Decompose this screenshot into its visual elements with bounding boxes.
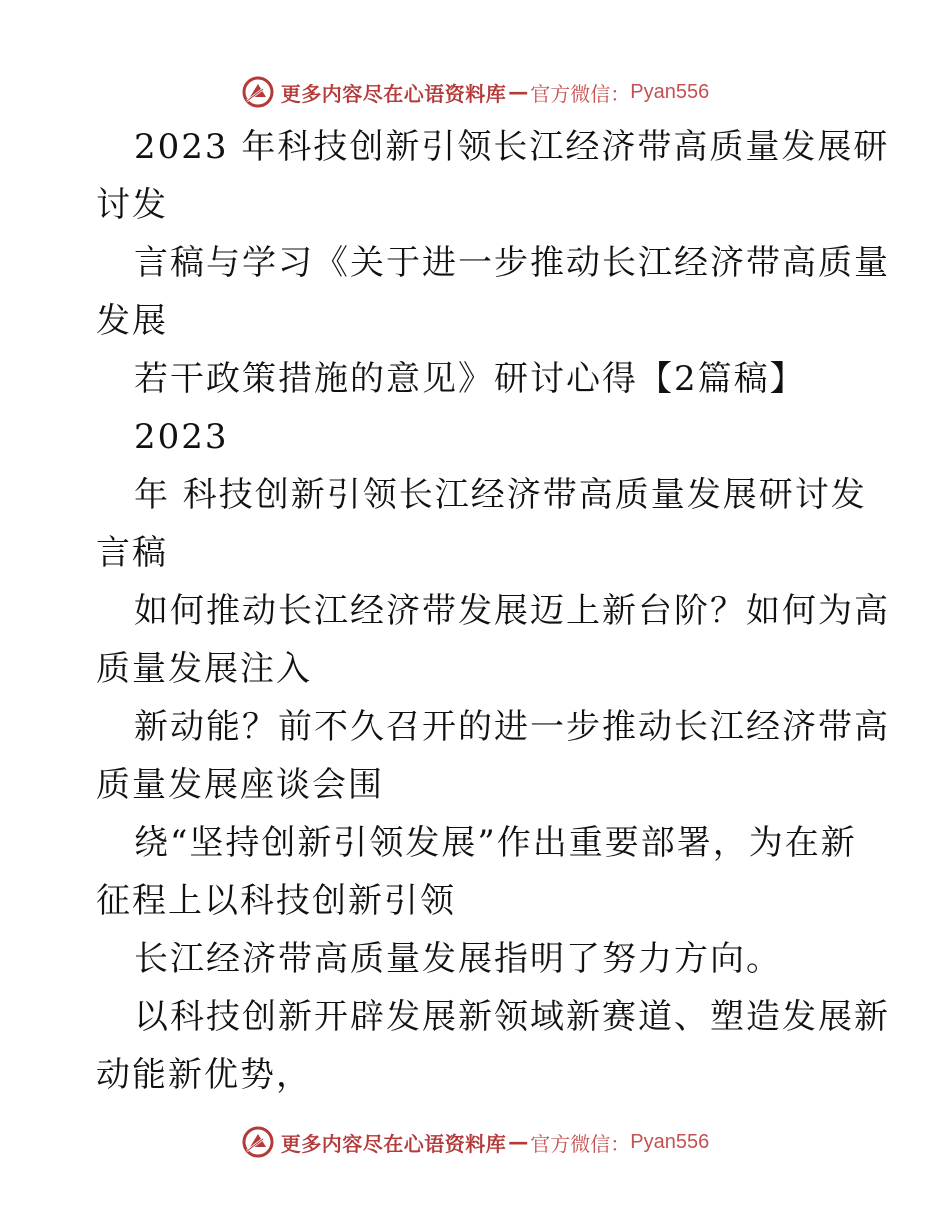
text-line: 言稿 xyxy=(96,533,168,573)
text-line: 发展 xyxy=(96,301,168,341)
watermark-dash: — xyxy=(508,1130,529,1154)
text-line: 讨发 xyxy=(96,185,168,225)
text-line: 言稿与学习《关于进一步推动长江经济带高质量 xyxy=(134,243,890,283)
text-line: 若干政策措施的意见》研讨心得【2篇稿】 xyxy=(134,359,806,399)
text-line: 长江经济带高质量发展指明了努力方向。 xyxy=(134,939,782,979)
watermark-footer xyxy=(0,1122,950,1162)
watermark-header xyxy=(0,72,950,112)
watermark-dash: — xyxy=(508,80,529,104)
watermark-site-text: 更多内容尽在心语资料库 xyxy=(280,81,507,106)
text-line: 年 科技创新引领长江经济带高质量发展研讨发 xyxy=(134,475,867,515)
text-line: 以科技创新开辟发展新领域新赛道、塑造发展新 xyxy=(134,997,890,1037)
brand-logo-icon xyxy=(241,75,275,109)
watermark-site-text: 更多内容尽在心语资料库 xyxy=(280,1131,507,1156)
watermark-wechat-id: Pyan556 xyxy=(630,1130,710,1153)
text-line: 质量发展座谈会围 xyxy=(96,765,384,805)
text-line: 2023 xyxy=(134,417,229,457)
text-line: 新动能？前不久召开的进一步推动长江经济带高 xyxy=(134,707,890,747)
text-line: 质量发展注入 xyxy=(96,649,312,689)
watermark-wechat-label: 官方微信： xyxy=(530,81,631,106)
document-body xyxy=(96,118,890,1104)
watermark-wechat-label: 官方微信： xyxy=(530,1131,631,1156)
text-line: 征程上以科技创新引领 xyxy=(96,881,456,921)
text-line: 动能新优势， xyxy=(96,1055,312,1095)
text-line: 如何推动长江经济带发展迈上新台阶？如何为高 xyxy=(134,591,890,631)
text-line: 绕“坚持创新引领发展”作出重要部署，为在新 xyxy=(134,823,857,863)
watermark-wechat-id: Pyan556 xyxy=(630,80,710,103)
brand-logo-icon xyxy=(241,1125,275,1159)
text-line: 2023 年科技创新引领长江经济带高质量发展研 xyxy=(134,127,890,167)
